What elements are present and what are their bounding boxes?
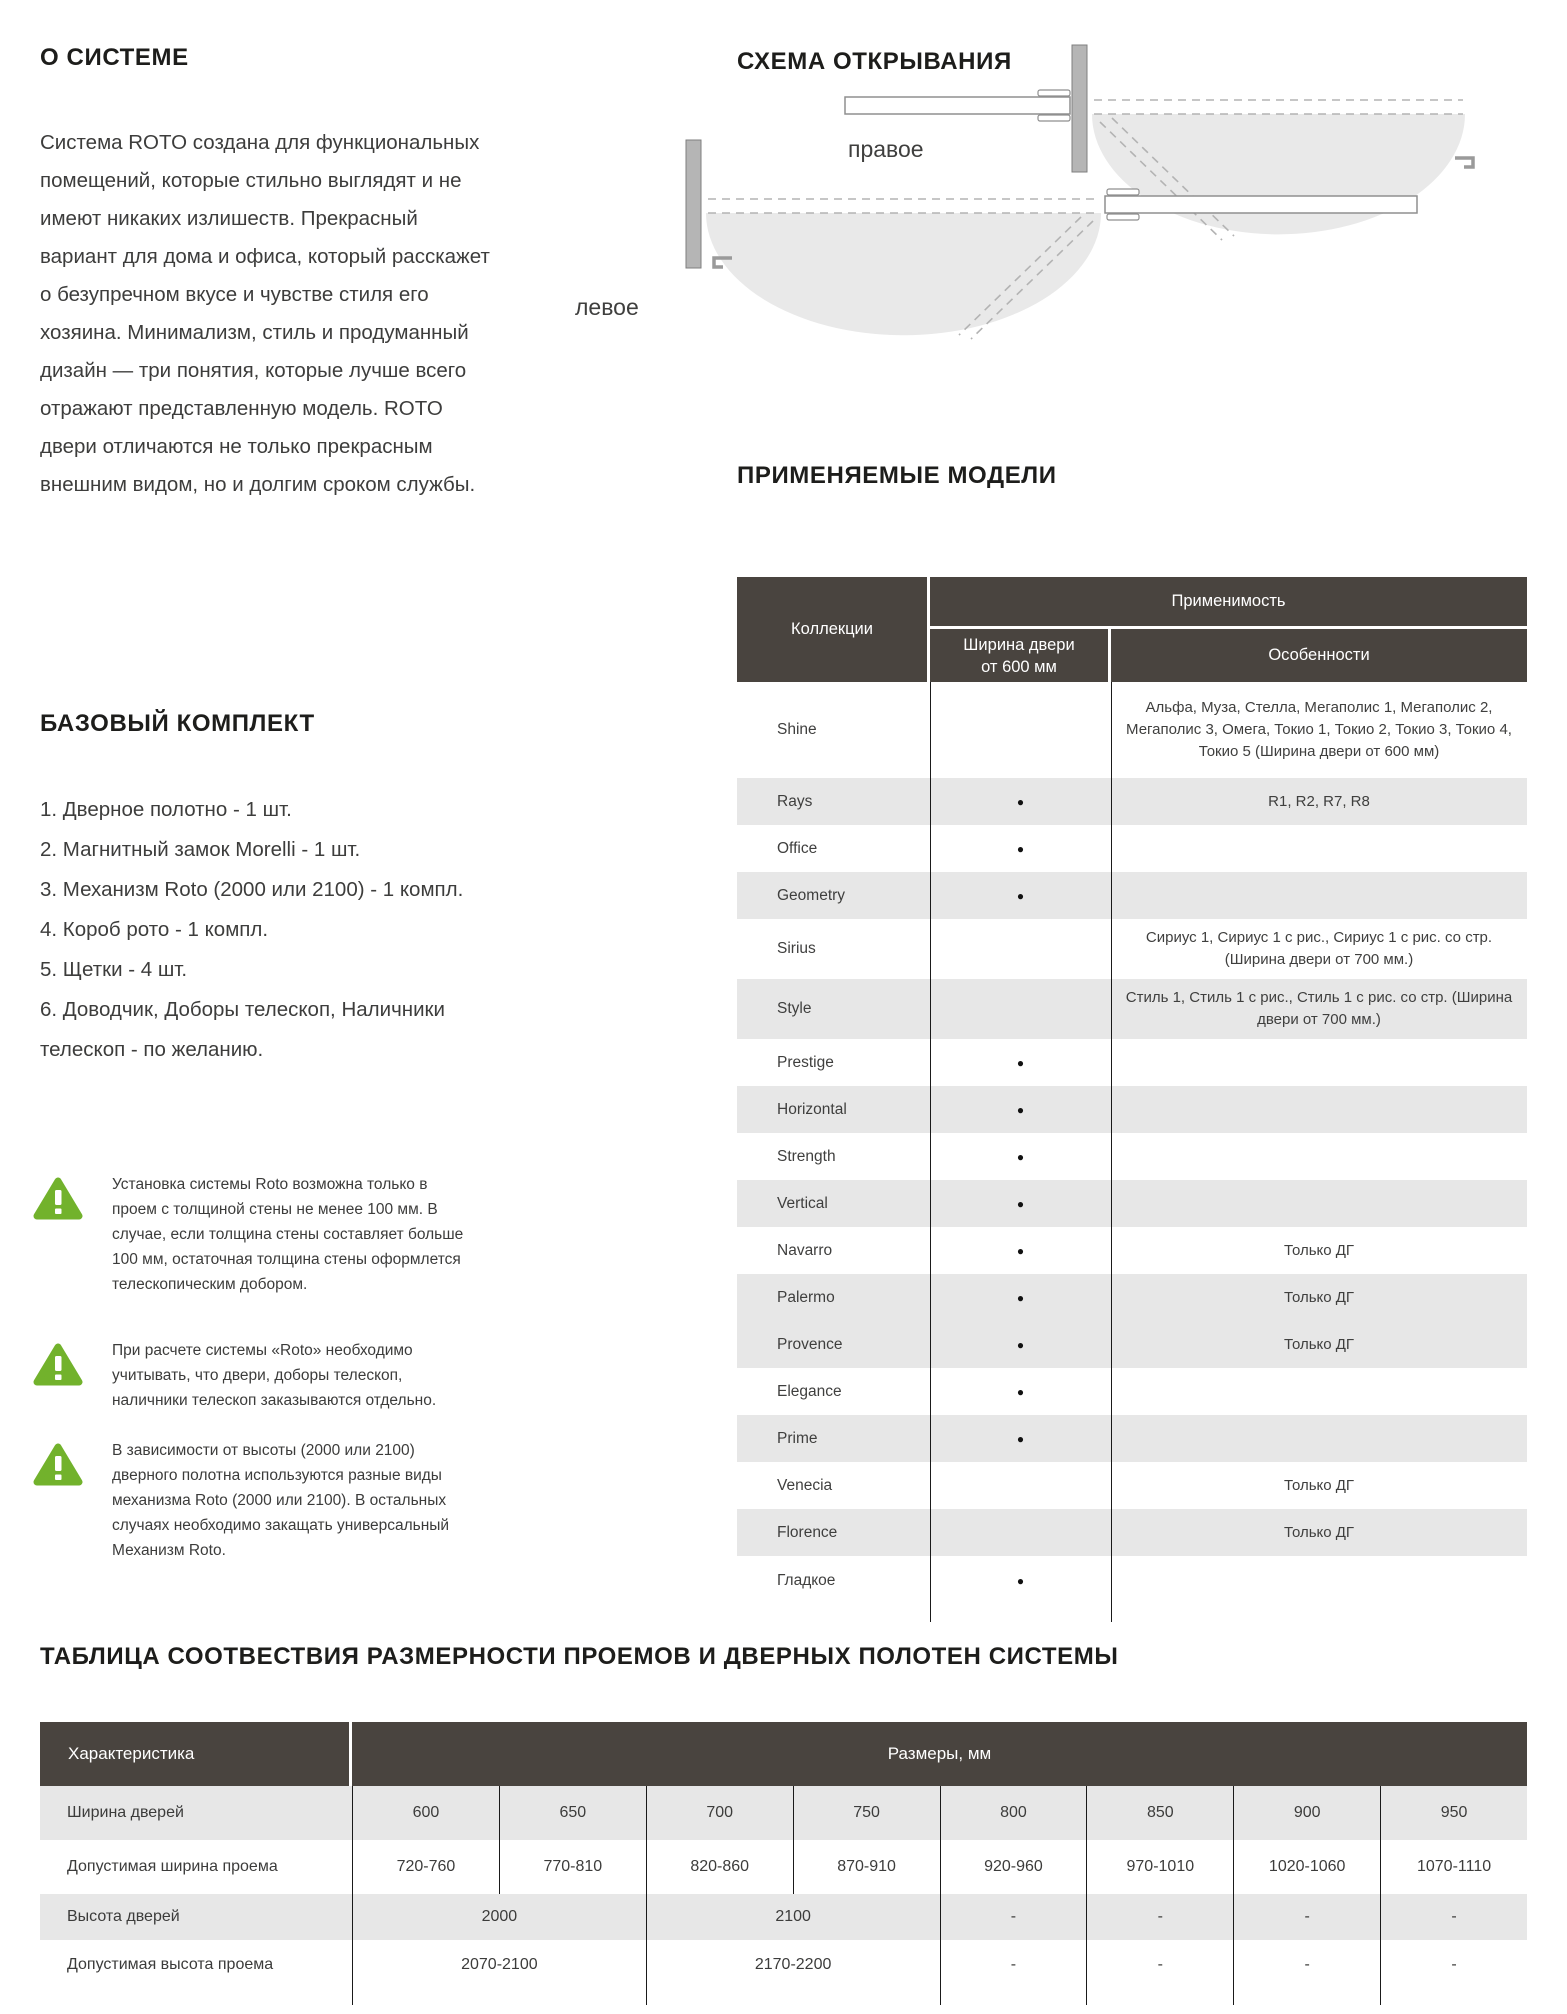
column-divider [940,1990,941,2005]
model-row: Sirius Сириус 1, Сириус 1 с рис., Сириус 1 с рис. со стр. (Ширина двери от 700 мм.) [777,929,1493,968]
warning-text: При расчете системы «Roto» необходимо учитывать, что двери, доборы телескоп, наличники телескоп заказываются отдельно. [112,1342,437,1409]
size-row-opening-height: Допустимая высота проема 2070-2100 2170-2200 - - - - [40,1940,1527,1990]
model-row: Office ● [777,839,1025,857]
kit-item: 3. Механизм Roto (2000 или 2100) - 1 компл. [40,878,464,901]
model-row: Geometry ● [737,872,1527,919]
column-divider [1111,682,1112,1622]
about-title: О СИСТЕМЕ [40,44,189,71]
model-row: Elegance ● [777,1382,1025,1400]
col-header-characteristic: Характеристика [40,1722,352,1786]
col-header-applicability: Применимость [930,577,1527,629]
models-table-body [737,682,1527,1606]
model-row: Rays ● R1, R2, R7, R8 [737,778,1527,825]
column-divider [646,1990,647,2005]
models-title: ПРИМЕНЯЕМЫЕ МОДЕЛИ [737,462,1057,489]
warning-note [33,1172,503,1297]
warning-triangle-icon [33,1176,83,1221]
model-row: Venecia Только ДГ [777,1476,1355,1494]
right-swing-area [1092,114,1465,234]
scheme-title: СХЕМА ОТКРЫВАНИЯ [737,48,1012,75]
kit-item: 5. Щетки - 4 шт. [40,958,188,981]
kit-item: 6. Доводчик, Доборы телескоп, Наличники телескоп - по желанию. [40,998,445,1061]
right-door-label: правое [848,136,924,162]
model-row: Vertical ● [737,1180,1527,1227]
model-row: Prime ● [737,1415,1527,1462]
col-header-door-width: Ширина двери от 600 мм [930,629,1111,682]
size-table-body [40,1786,1527,1990]
column-divider [930,682,931,1622]
warning-text: Установка системы Roto возможна только в проем с толщиной стены не менее 100 мм. В случае, если толщина стены составляет больше 100 мм, остаточная толщина стены оформлется телескопическим добором. [112,1176,464,1293]
warning-text: В зависимости от высоты (2000 или 2100) дверного полотна используются разные виды механизма Roto (2000 или 2100). В остальных случаях необходимо закащать универсальный Механизм Roto. [112,1442,450,1559]
col-header-features: Особенности [1111,629,1527,682]
left-door-label: левое [575,294,639,320]
size-table-title: ТАБЛИЦА СООТВЕСТВИЯ РАЗМЕРНОСТИ ПРОЕМОВ И ДВЕРНЫХ ПОЛОТЕН СИСТЕМЫ [40,1643,1119,1670]
size-row-door-height: Высота дверей 2000 2100 - - - - [40,1894,1527,1940]
model-row: Style Стиль 1, Стиль 1 с рис., Стиль 1 с рис. со стр. (Ширина двери от 700 мм.) [737,979,1527,1039]
column-divider [1380,1990,1381,2005]
column-divider [1086,1990,1087,2005]
model-row: Navarro ● Только ДГ [777,1241,1355,1259]
models-table [737,577,1527,1606]
model-row: Shine Альфа, Муза, Стелла, Мегаполис 1, Мегаполис 2, Мегаполис 3, Омега, Токио 1, Токио 2, Токио 3, Токио 4, Токио 5 (Ширина двери от 600 мм) [777,699,1512,760]
warning-triangle-icon [33,1442,83,1487]
col-header-collections: Коллекции [737,577,930,682]
kit-list [40,790,500,1070]
left-swing-area [706,213,1101,335]
warning-triangle-icon [33,1342,83,1387]
door-opening-diagram [560,40,1530,350]
model-row: Provence ● Только ДГ [737,1321,1527,1368]
kit-item: 4. Короб рото - 1 компл. [40,918,269,941]
kit-title: БАЗОВЫЙ КОМПЛЕКТ [40,710,315,737]
about-body: Система ROTO создана для функциональных помещений, которые стильно выглядят и не имеют никаких излишеств. Прекрасный вариант для дома и офиса, который расскажет о безупречном вкусе и чувстве стиля его хозяина. Минимализм, стиль и продуманный дизайн — три понятия, которые лучше всего отражают представленную модель. ROTO двери отличаются не только прекрасным внешним видом, но и долгим сроком службы. [40,131,490,496]
size-row-opening-width: Допустимая ширина проема 720-760 770-810 820-860 870-910 920-960 970-1010 1020-1060 1070-1110 [40,1840,1527,1894]
kit-item: 1. Дверное полотно - 1 шт. [40,798,292,821]
column-divider [1233,1990,1234,2005]
size-table [40,1722,1527,1990]
model-row: Prestige ● [777,1053,1025,1071]
model-row: Horizontal ● [737,1086,1527,1133]
model-row: Palermo ● Только ДГ [737,1274,1527,1321]
size-table-header [40,1722,1527,1786]
models-table-header [737,577,1527,682]
model-row: Strength ● [777,1147,1025,1165]
column-divider [352,1990,353,2005]
warning-note [33,1338,503,1413]
warning-note [33,1438,503,1563]
col-header-sizes: Размеры, мм [352,1722,1527,1786]
model-row: Florence Только ДГ [737,1509,1527,1556]
kit-item: 2. Магнитный замок Morelli - 1 шт. [40,838,361,861]
size-row-door-width: Ширина дверей 600 650 700 750 800 850 900 950 [40,1786,1527,1840]
model-row: Гладкое ● [777,1572,1025,1589]
